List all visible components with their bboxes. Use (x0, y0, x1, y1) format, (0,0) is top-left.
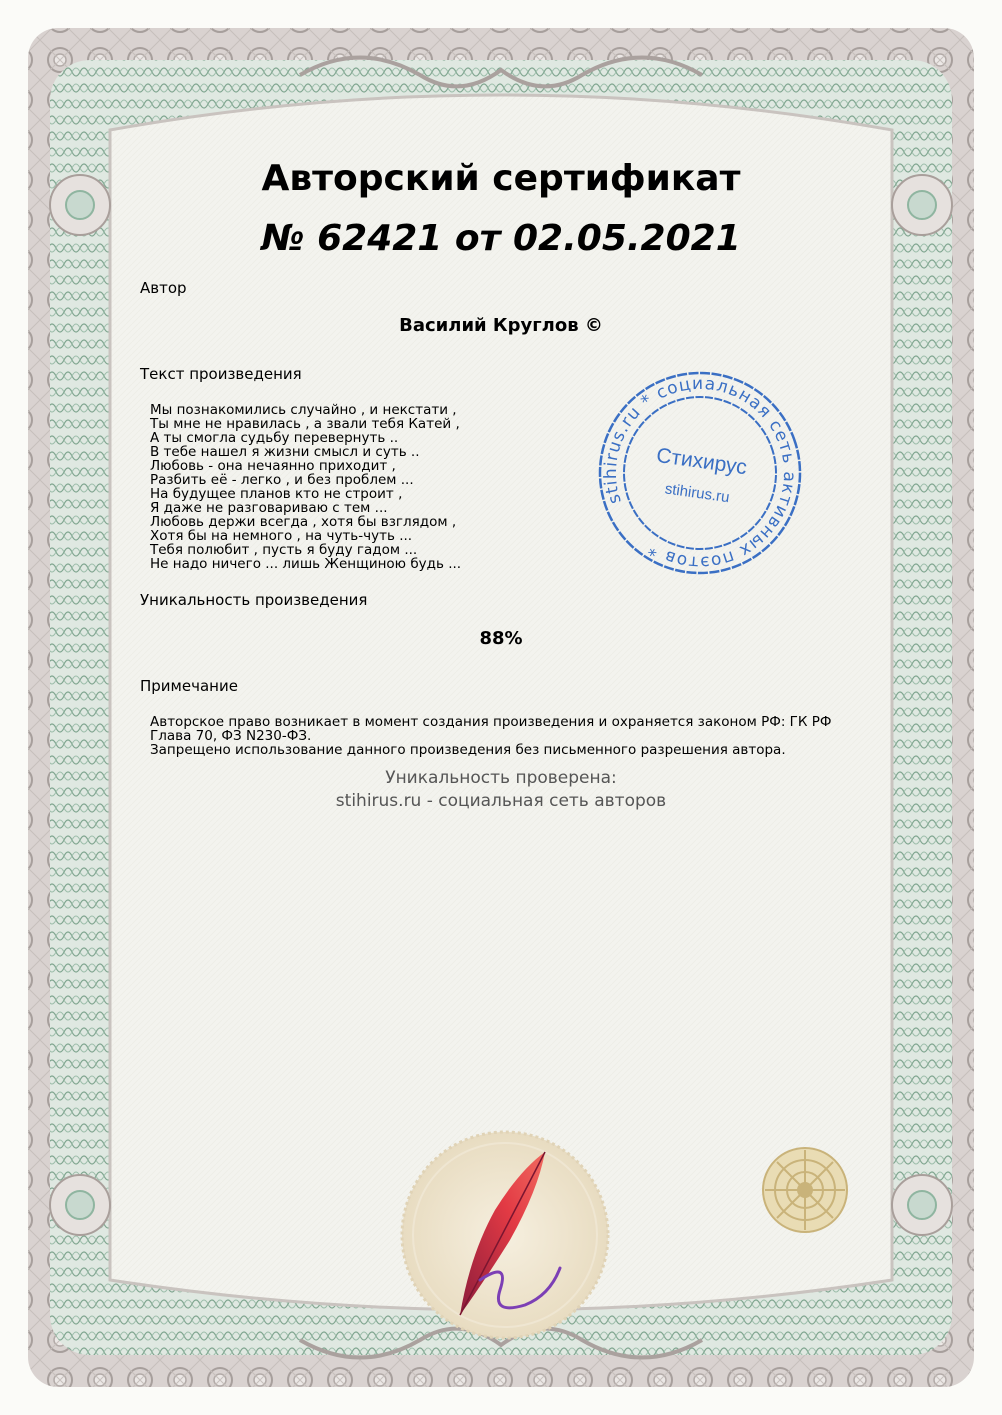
stamp-ring-text: stihirus.ru * социальная сеть активных поэтов * (600, 373, 800, 573)
uniqueness-value: 88% (479, 628, 523, 649)
uniqueness-label: Уникальность произведения (140, 591, 368, 609)
poem-line: Хотя бы на немного , на чуть-чуть ... (150, 528, 413, 544)
poem-line: Тебя полюбит , пусть я буду гадом ... (150, 542, 418, 558)
work-text-label: Текст произведения (140, 365, 302, 383)
stihirus-stamp (595, 368, 805, 578)
note-text (150, 715, 850, 757)
poem-line: На будущее планов кто не строит , (150, 486, 403, 502)
poem-line: Мы познакомились случайно , и некстати , (150, 402, 457, 418)
svg-text:stihirus.ru * социальная сеть (595, 368, 805, 578)
author-name: Василий Круглов © (399, 315, 603, 336)
author-label: Автор (140, 279, 187, 297)
checked-site: stihirus.ru - социальная сеть авторов (335, 791, 667, 811)
poem-line: Ты мне не нравилась , а звали тебя Катей , (150, 416, 460, 432)
checked-line: Уникальность проверена: (385, 768, 617, 788)
note-label: Примечание (140, 677, 238, 695)
poem-line: Любовь держи всегда , хотя бы взглядом , (150, 514, 457, 530)
poem-line: А ты смогла судьбу перевернуть .. (150, 430, 399, 446)
poem-line: Не надо ничего ... лишь Женщиною будь ... (150, 556, 462, 572)
stamp-title: Стихирус (654, 443, 749, 480)
poem-text (150, 403, 461, 571)
certificate-title: Авторский сертификат (261, 158, 741, 199)
note-prohibition: Запрещено использование данного произведения без письменного разрешения автора. (150, 742, 786, 758)
stamp-subtitle: stihirus.ru (663, 480, 731, 507)
certificate-number: № 62421 от 02.05.2021 (261, 218, 741, 259)
poem-line: Любовь - она нечаянно приходит , (150, 458, 396, 474)
poem-line: Я даже не разговариваю с тем ... (150, 500, 388, 516)
uniqueness-checked (0, 767, 1002, 813)
feather-medallion (400, 1130, 610, 1340)
gold-seal-icon (760, 1145, 850, 1235)
poem-line: Разбить её - легко , и без проблем ... (150, 472, 414, 488)
note-copyright: Авторское право возникает в момент создания произведения и охраняется законом РФ: ГК РФ Глава 70, ФЗ N230-ФЗ. (150, 714, 832, 744)
poem-line: В тебе нашел я жизни смысл и суть .. (150, 444, 420, 460)
